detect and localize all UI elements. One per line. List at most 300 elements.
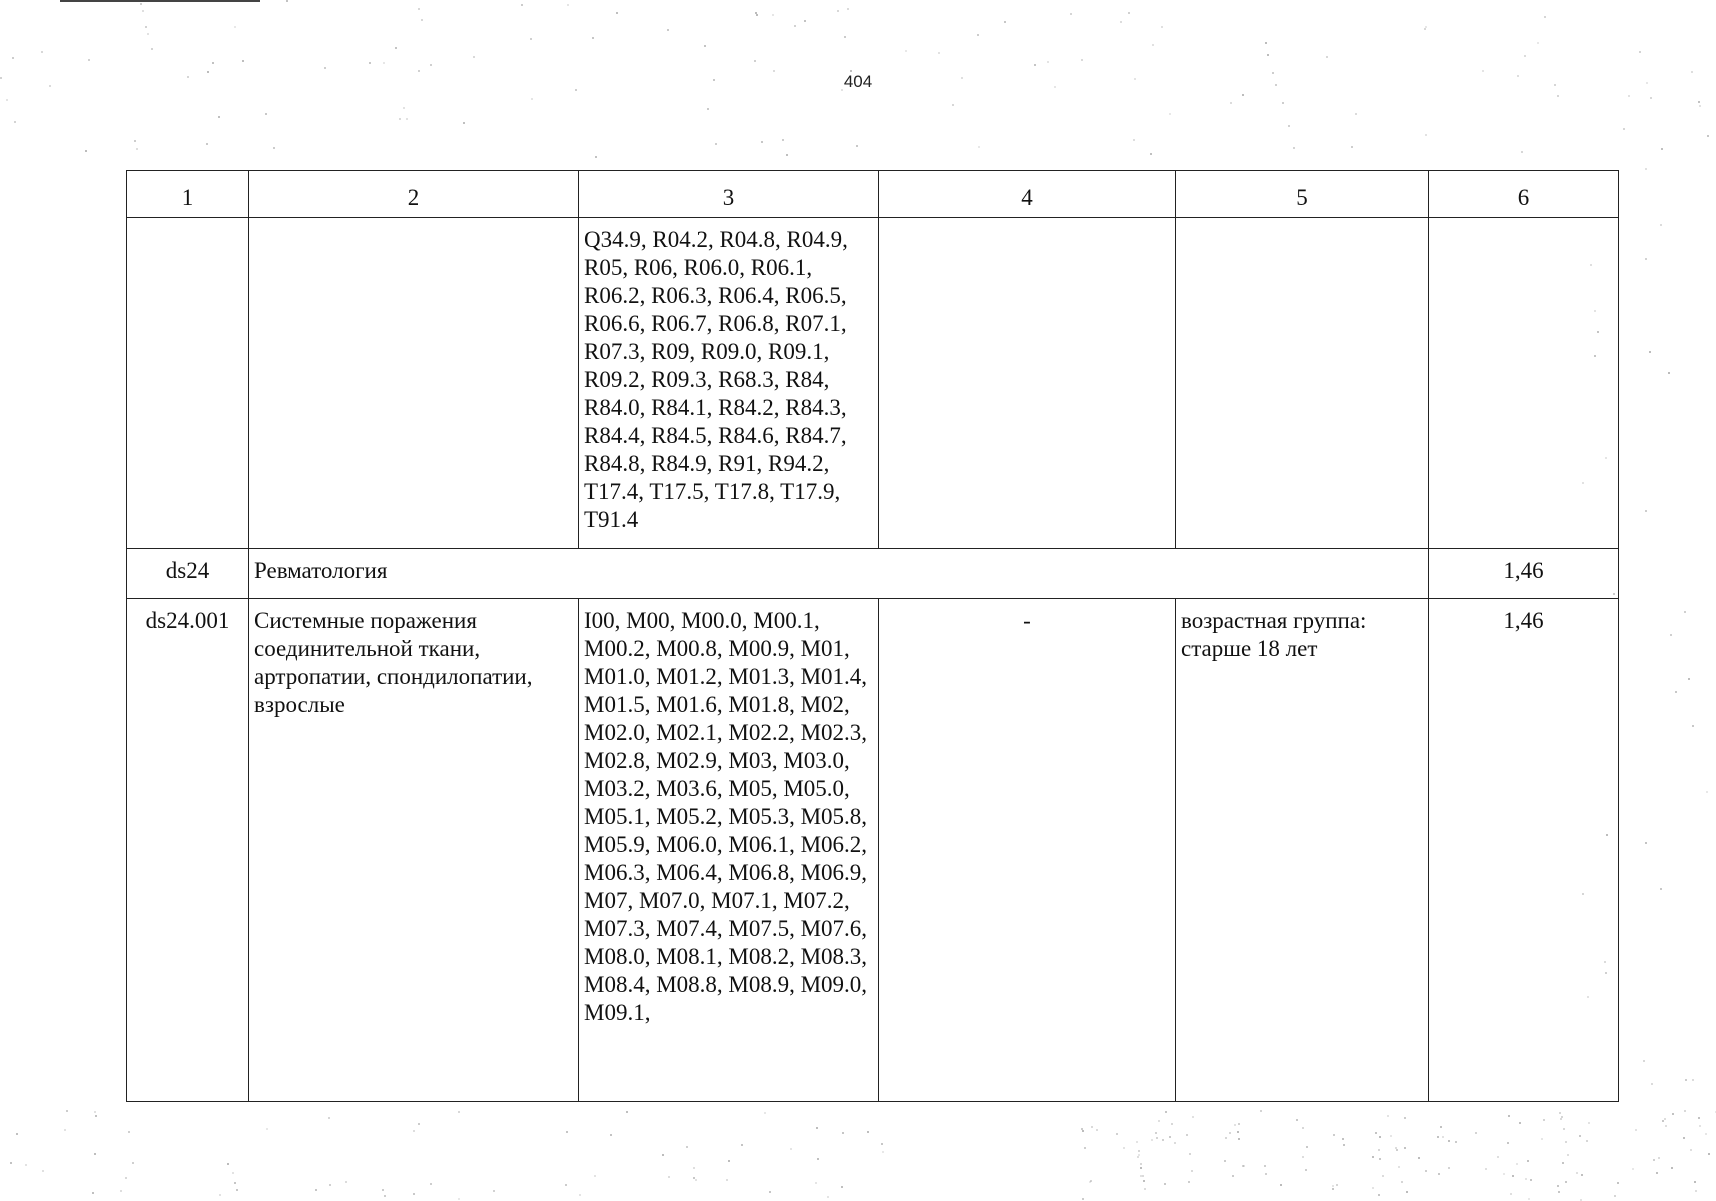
scan-speck: [1342, 1138, 1344, 1140]
header-col-5: 5: [1176, 171, 1429, 218]
scan-speck: [315, 1189, 317, 1191]
scan-speck: [0, 77, 2, 79]
scan-speck: [741, 1144, 743, 1146]
scan-speck: [187, 76, 189, 78]
scan-speck: [1272, 72, 1274, 74]
scan-speck: [1706, 791, 1708, 793]
scan-speck: [772, 14, 774, 16]
scan-speck: [773, 70, 775, 72]
scan-speck: [1665, 1125, 1667, 1127]
scan-speck: [265, 113, 267, 115]
scan-speck: [882, 1151, 884, 1153]
header-col-4: 4: [879, 171, 1176, 218]
scan-speck: [1597, 331, 1599, 333]
scan-speck: [1645, 510, 1647, 512]
scan-speck: [1692, 1079, 1694, 1081]
scan-speck: [827, 1196, 829, 1198]
scan-speck: [881, 1143, 883, 1145]
scan-speck: [151, 48, 153, 50]
scan-speck: [493, 1190, 495, 1192]
scan-speck: [134, 140, 136, 142]
scan-speck: [1191, 1170, 1193, 1172]
scan-speck: [1560, 1118, 1562, 1120]
scan-speck: [413, 1130, 415, 1132]
row-name-cell: [249, 218, 579, 549]
scan-speck: [1485, 1168, 1487, 1170]
scan-speck: [1169, 1136, 1171, 1138]
scan-speck: [403, 107, 405, 109]
top-rule: [60, 0, 260, 2]
scan-speck: [1617, 1182, 1619, 1184]
scan-speck: [1387, 1115, 1389, 1117]
scan-speck: [1116, 1133, 1118, 1135]
scan-speck: [1140, 1163, 1142, 1165]
scan-speck: [236, 1189, 238, 1191]
scan-speck: [662, 1154, 664, 1156]
scan-speck: [1418, 1157, 1420, 1159]
scan-speck: [1396, 1149, 1398, 1151]
scan-speck: [626, 1111, 628, 1113]
scan-speck: [1265, 42, 1267, 44]
scan-speck: [1306, 1146, 1308, 1148]
scan-speck: [1238, 1138, 1240, 1140]
scan-speck: [1152, 44, 1154, 46]
scan-speck: [1224, 1160, 1226, 1162]
scan-speck: [1296, 1119, 1298, 1121]
scan-speck: [1165, 1111, 1167, 1113]
scan-speck: [1582, 893, 1584, 895]
scan-speck: [815, 1182, 817, 1184]
scan-speck: [66, 1110, 68, 1112]
scan-speck: [1137, 1156, 1139, 1158]
scan-speck: [16, 1133, 18, 1135]
row-code-cell: [127, 218, 249, 549]
scan-speck: [1507, 1142, 1509, 1144]
scan-speck: [1606, 834, 1608, 836]
scan-speck: [1004, 21, 1006, 23]
scan-speck: [1161, 26, 1163, 28]
scan-speck: [14, 121, 16, 123]
scan-speck: [92, 1192, 94, 1194]
scan-speck: [1091, 1126, 1093, 1128]
scan-speck: [1242, 94, 1244, 96]
scan-speck: [595, 156, 597, 158]
scan-speck: [1188, 1181, 1190, 1183]
scan-speck: [1138, 1154, 1140, 1156]
scan-speck: [1302, 1127, 1304, 1129]
scan-speck: [1406, 1191, 1408, 1193]
scan-speck: [1378, 1194, 1380, 1196]
scan-speck: [1390, 1135, 1392, 1137]
scan-speck: [804, 20, 806, 22]
scan-speck: [1164, 1183, 1166, 1185]
scan-speck: [418, 1123, 420, 1125]
scan-speck: [530, 38, 532, 40]
scan-speck: [1688, 678, 1690, 680]
scan-speck: [1541, 1138, 1543, 1140]
scan-speck: [328, 1117, 330, 1119]
scan-speck: [1656, 1172, 1658, 1174]
scan-speck: [1646, 82, 1648, 84]
scan-speck: [1047, 61, 1049, 63]
scan-speck: [794, 25, 796, 27]
scan-speck: [1424, 28, 1426, 30]
scan-speck: [1155, 1132, 1157, 1134]
scan-speck: [1243, 1165, 1245, 1167]
scan-speck: [95, 1115, 97, 1117]
scan-speck: [132, 1162, 134, 1164]
scan-speck: [383, 62, 385, 64]
scan-speck: [286, 0, 288, 2]
scan-speck: [713, 79, 715, 81]
scan-speck: [1503, 1173, 1505, 1175]
row-coef-cell: 1,46: [1429, 599, 1619, 1102]
scan-speck: [1151, 1139, 1153, 1141]
scan-speck: [1649, 351, 1651, 353]
scan-speck: [1537, 42, 1539, 44]
scan-speck: [1229, 1132, 1231, 1134]
scan-speck: [430, 1183, 432, 1185]
scan-speck: [1544, 16, 1546, 18]
table-row: [127, 599, 1619, 1102]
scan-speck: [1708, 1153, 1710, 1155]
row-col4-cell: -: [879, 599, 1176, 1102]
scan-speck: [726, 1179, 728, 1181]
section-coef-cell: 1,46: [1429, 549, 1619, 599]
scan-speck: [1662, 1120, 1664, 1122]
scan-speck: [961, 77, 963, 79]
scan-speck: [1351, 146, 1353, 148]
scan-speck: [1378, 1149, 1380, 1151]
scan-speck: [1660, 888, 1662, 890]
scan-speck: [1302, 1156, 1304, 1158]
scan-speck: [715, 143, 717, 145]
scan-speck: [841, 89, 843, 91]
scan-speck: [1128, 12, 1130, 14]
tariff-table: [126, 170, 1619, 1102]
scan-speck: [473, 56, 475, 58]
header-col-1: 1: [127, 171, 249, 218]
scan-speck: [695, 1179, 697, 1181]
scan-speck: [842, 1132, 844, 1134]
scan-speck: [754, 60, 756, 62]
scan-speck: [728, 1160, 730, 1162]
scan-speck: [1332, 1188, 1334, 1190]
scan-speck: [1425, 134, 1427, 136]
scan-speck: [905, 50, 907, 52]
row-coef-cell: [1429, 218, 1619, 549]
scan-speck: [668, 1176, 670, 1178]
scan-speck: [1559, 1112, 1561, 1114]
scan-speck: [1645, 258, 1647, 260]
scan-speck: [844, 36, 846, 38]
scan-speck: [1684, 1110, 1686, 1112]
scan-speck: [1305, 1169, 1307, 1171]
scan-speck: [1576, 1172, 1578, 1174]
scan-speck: [140, 3, 142, 5]
scan-speck: [566, 1131, 568, 1133]
scan-speck: [206, 143, 208, 145]
row-col5-cell: возрастная группа: старше 18 лет: [1176, 599, 1429, 1102]
scan-speck: [1156, 1137, 1158, 1139]
scan-speck: [145, 26, 147, 28]
scan-speck: [1189, 1153, 1191, 1155]
scan-speck: [1623, 128, 1625, 130]
scan-speck: [1707, 135, 1709, 137]
scan-speck: [977, 34, 979, 36]
scan-speck: [212, 62, 214, 64]
scan-speck: [88, 59, 90, 61]
table-row-section: [127, 549, 1619, 599]
scan-speck: [1404, 1147, 1406, 1149]
scan-speck: [463, 122, 465, 124]
scan-speck: [1605, 457, 1607, 459]
scan-speck: [1333, 1134, 1335, 1136]
scan-speck: [1635, 1129, 1637, 1131]
scan-speck: [1054, 86, 1056, 88]
scan-speck: [1326, 56, 1328, 58]
scan-speck: [761, 141, 763, 143]
scan-speck: [1158, 1120, 1160, 1122]
scan-speck: [1543, 1119, 1545, 1121]
scan-speck: [1169, 113, 1171, 115]
scan-speck: [85, 150, 87, 152]
scan-speck: [1614, 1195, 1616, 1197]
scan-speck: [1237, 1131, 1239, 1133]
scan-speck: [1398, 1166, 1400, 1168]
scan-speck: [1438, 1173, 1440, 1175]
scan-speck: [41, 51, 43, 53]
scan-speck: [1579, 1135, 1581, 1137]
scan-speck: [1604, 961, 1606, 963]
scan-speck: [207, 71, 209, 73]
scan-speck: [952, 104, 954, 106]
scan-speck: [1628, 95, 1630, 97]
scan-speck: [1081, 59, 1083, 61]
scan-speck: [1590, 264, 1592, 266]
scan-speck: [1275, 84, 1277, 86]
scan-speck: [1138, 1150, 1140, 1152]
scan-speck: [147, 33, 149, 35]
scan-speck: [1508, 1115, 1510, 1117]
row-col5-cell: [1176, 218, 1429, 549]
scan-speck: [594, 1175, 596, 1177]
scan-speck: [616, 12, 618, 14]
scan-speck: [1510, 1193, 1512, 1195]
scan-speck: [1288, 125, 1290, 127]
scan-speck: [128, 1131, 130, 1133]
scan-speck: [1512, 1175, 1514, 1177]
scan-speck: [565, 1184, 567, 1186]
scan-speck: [418, 70, 420, 72]
scan-speck: [94, 1153, 96, 1155]
scan-speck: [1672, 1113, 1674, 1115]
scan-speck: [1234, 1124, 1236, 1126]
scan-speck: [1581, 1174, 1583, 1176]
scan-speck: [1372, 1156, 1374, 1158]
scan-speck: [1563, 1128, 1565, 1130]
scan-speck: [384, 1195, 386, 1197]
scan-speck: [567, 4, 569, 6]
scan-speck: [1475, 1132, 1477, 1134]
scan-speck: [142, 10, 144, 12]
scan-speck: [219, 1194, 221, 1196]
scan-speck: [1140, 1167, 1142, 1169]
scan-speck: [1142, 1175, 1144, 1177]
scan-speck: [1280, 1184, 1282, 1186]
scan-speck: [1089, 1181, 1091, 1183]
scan-speck: [978, 146, 980, 148]
scan-speck: [1332, 1185, 1334, 1187]
scan-speck: [1684, 611, 1686, 613]
scan-speck: [1082, 1130, 1084, 1132]
scan-speck: [1264, 1165, 1266, 1167]
scan-speck: [1562, 1162, 1564, 1164]
scan-speck: [782, 139, 784, 141]
scan-speck: [1379, 1136, 1381, 1138]
scan-speck: [1664, 1118, 1666, 1120]
scan-speck: [1372, 1187, 1374, 1189]
scan-speck: [1437, 1136, 1439, 1138]
scan-speck: [1375, 1132, 1377, 1134]
header-col-3: 3: [579, 171, 879, 218]
scan-speck: [1645, 842, 1647, 844]
row-icd-codes-cell: I00, M00, M00.0, M00.1, M00.2, M00.8, M00.9, M01, M01.0, M01.2, M01.3, M01.4, M01.5, M01.6, M01.8, M02, M02.0, M02.1, M02.2, M02.3, M02.8, M02.9, M03, M03.0, M03.2, M03.6, M05, M05.0, M05.1, M05.2, M05.3, M05.8, M05.9, M06.0, M06.1, M06.2, M06.3, M06.4, M06.8, M06.9, M07, M07.0, M07.1, M07.2, M07.3, M07.4, M07.5, M07.6, M08.0, M08.1, M08.2, M08.3, M08.4, M08.8, M08.9, M09.0, M09.1,: [579, 599, 879, 1102]
scan-speck: [755, 12, 757, 14]
scan-speck: [856, 145, 858, 147]
scan-speck: [1705, 1133, 1707, 1135]
scan-speck: [1232, 1175, 1234, 1177]
scan-speck: [1174, 1142, 1176, 1144]
scan-speck: [1096, 1129, 1098, 1131]
scan-speck: [273, 147, 275, 149]
scan-speck: [1632, 1168, 1634, 1170]
scan-speck: [1698, 1117, 1700, 1119]
scan-speck: [1557, 1185, 1559, 1187]
scan-speck: [1521, 151, 1523, 153]
scan-speck: [1694, 1181, 1696, 1183]
scan-speck: [1558, 1191, 1560, 1193]
scan-speck: [1517, 75, 1519, 77]
scan-speck: [1136, 1141, 1138, 1143]
scan-speck: [1448, 1167, 1450, 1169]
row-name-cell: Системные поражения соединительной ткани, артропатии, спондилопатии, взрослые: [249, 599, 579, 1102]
scan-speck: [1594, 355, 1596, 357]
scan-speck: [1497, 1156, 1499, 1158]
scan-speck: [120, 1190, 122, 1192]
scan-speck: [1692, 725, 1694, 727]
scan-speck: [227, 1163, 229, 1165]
scan-speck: [395, 47, 397, 49]
scan-speck: [756, 14, 758, 16]
scan-speck: [769, 1191, 771, 1193]
scan-speck: [94, 1111, 96, 1113]
header-col-2: 2: [249, 171, 579, 218]
scan-speck: [421, 19, 423, 21]
scan-speck: [1186, 1134, 1188, 1136]
scan-speck: [232, 1172, 234, 1174]
scan-speck: [1582, 482, 1584, 484]
scan-speck: [1120, 21, 1122, 23]
scan-speck: [1442, 1136, 1444, 1138]
scan-speck: [382, 1189, 384, 1191]
scan-speck: [345, 1181, 347, 1183]
scan-speck: [1565, 1181, 1567, 1183]
scan-speck: [218, 116, 220, 118]
scan-speck: [266, 1128, 268, 1130]
scan-speck: [1613, 593, 1615, 595]
scan-speck: [575, 89, 577, 91]
scan-speck: [521, 4, 523, 6]
scan-speck: [816, 1127, 818, 1129]
scan-speck: [324, 67, 326, 69]
scan-speck: [1282, 102, 1284, 104]
scan-speck: [1554, 84, 1556, 86]
scan-speck: [1260, 1110, 1262, 1112]
scan-speck: [1643, 1060, 1645, 1062]
scan-speck: [234, 1182, 236, 1184]
section-name-cell: Ревматология: [249, 549, 1429, 599]
scan-speck: [1192, 1116, 1194, 1118]
scan-speck: [764, 1112, 766, 1114]
scan-speck: [1645, 168, 1647, 170]
scan-speck: [10, 1162, 12, 1164]
scan-speck: [125, 1177, 127, 1179]
scan-speck: [1123, 1147, 1125, 1149]
scan-speck: [707, 108, 709, 110]
scan-speck: [1524, 55, 1526, 57]
scan-speck: [234, 26, 236, 28]
scan-speck: [1343, 1144, 1345, 1146]
scan-speck: [850, 70, 852, 72]
scan-speck: [1695, 1190, 1697, 1192]
row-icd-codes-cell: Q34.9, R04.2, R04.8, R04.9, R05, R06, R06.0, R06.1, R06.2, R06.3, R06.4, R06.5, R06.6, R06.7, R06.8, R07.1, R07.3, R09, R09.0, R09.1, R09.2, R09.3, R68.3, R84, R84.0, R84.1, R84.2, R84.3, R84.4, R84.5, R84.6, R84.7, R84.8, R84.9, R91, R94.2, T17.4, T17.5, T17.8, T17.9, T91.4: [579, 218, 879, 549]
scan-speck: [1651, 1083, 1653, 1085]
scan-speck: [1143, 1180, 1145, 1182]
scan-speck: [1355, 113, 1357, 115]
scan-speck: [847, 8, 849, 10]
page-number: 404: [843, 72, 873, 91]
scan-speck: [1084, 1147, 1086, 1149]
scan-speck: [406, 118, 408, 120]
scan-speck: [329, 1184, 331, 1186]
scan-speck: [1658, 1157, 1660, 1159]
scan-speck: [12, 57, 14, 59]
scan-speck: [1448, 1140, 1450, 1142]
scan-speck: [1525, 1178, 1527, 1180]
scan-speck: [938, 52, 940, 54]
scan-speck: [841, 1186, 843, 1188]
scan-speck: [1699, 105, 1701, 107]
scan-speck: [1404, 1117, 1406, 1119]
scan-speck: [867, 1131, 869, 1133]
scan-speck: [1527, 1160, 1529, 1162]
scan-speck: [1586, 1140, 1588, 1142]
scan-speck: [1162, 1139, 1164, 1141]
scan-speck: [1382, 1175, 1384, 1177]
section-code-cell: ds24: [127, 549, 249, 599]
scan-speck: [667, 29, 669, 31]
scan-speck: [1425, 1170, 1427, 1172]
scan-speck: [1171, 1123, 1173, 1125]
scan-speck: [1265, 1173, 1267, 1175]
scan-speck: [1653, 1159, 1655, 1161]
scan-speck: [1293, 147, 1295, 149]
scan-speck: [1230, 102, 1232, 104]
scan-speck: [64, 1129, 66, 1131]
scan-speck: [1567, 1154, 1569, 1156]
scan-speck: [704, 45, 706, 47]
